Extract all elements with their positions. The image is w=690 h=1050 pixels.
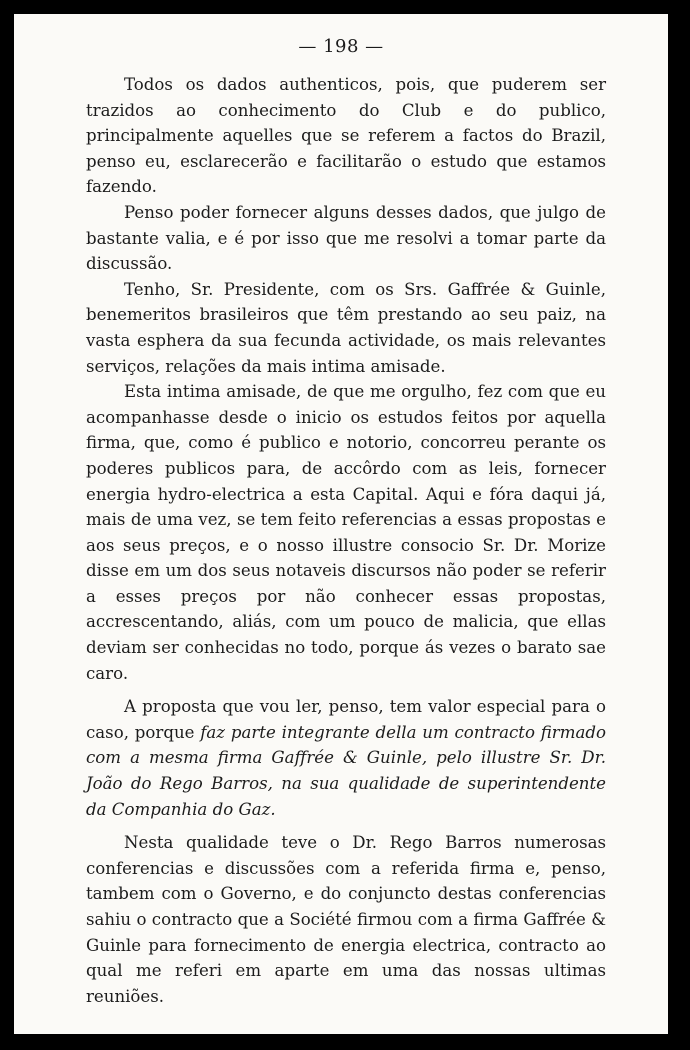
paragraph-6: Nesta qualidade teve o Dr. Rego Barros numerosas conferencias e discussões com a referida firma e, penso, tambem com o Governo, e do conjuncto destas conferencias sahiu o contracto que a Société firmou com a firma Gaffrée & Guinle para fornecimento de energia electrica, contracto ao qual me referi em aparte em uma das nossas ultimas reuniões. bbox=[86, 833, 606, 1006]
paragraph-3: Tenho, Sr. Presidente, com os Srs. Gaffrée & Guinle, benemeritos brasileiros que têm prestando ao seu paiz, na vasta esphera da sua fecunda actividade, os mais relevantes serviços, relações da mais intima amisade. bbox=[86, 279, 606, 376]
paragraph-5 bbox=[86, 694, 606, 822]
book-page bbox=[14, 14, 668, 1034]
body-text bbox=[86, 72, 606, 1009]
paragraph-4: Esta intima amisade, de que me orgulho, fez com que eu acompanhasse desde o inicio os estudos feitos por aquella firma, que, como é publico e notorio, concorreu perante os poderes publicos para, de accôrdo com as leis, fornecer energia hydro-electrica a esta Capital. Aqui e fóra daqui já, mais de uma vez, se tem feito referencias a essas propostas e aos seus preços, e o nosso illustre consocio Sr. Dr. Morize disse em um dos seus notaveis discursos não poder se referir a esses preços por não conhecer essas propostas, accrescentando, aliás, com um pouco de malicia, que ellas deviam ser conhecidas no todo, porque ás vezes o barato sae caro. bbox=[86, 382, 606, 683]
paragraph-5-text: A proposta que vou ler, penso, tem valor especial para o caso, porque bbox=[86, 697, 606, 742]
paragraph-1: Todos os dados authenticos, pois, que puderem ser trazidos ao conhecimento do Club e do publico, principalmente aquelles que se referem a factos do Brazil, penso eu, esclarecerão e facilitarão o estudo que estamos fazendo. bbox=[86, 75, 606, 197]
paragraph-5-italic-text: faz parte integrante della um contracto firmado com a mesma firma Gaffrée & Guinle, pelo illustre Sr. Dr. João do Rego Barros, na sua qualidade de superintendente da Companhia do Gaz. bbox=[86, 722, 606, 819]
paragraph-2: Penso poder fornecer alguns desses dados, que julgo de bastante valia, e é por isso que me resolvi a tomar parte da discussão. bbox=[86, 202, 606, 274]
page-number: — 198 — bbox=[298, 36, 384, 57]
